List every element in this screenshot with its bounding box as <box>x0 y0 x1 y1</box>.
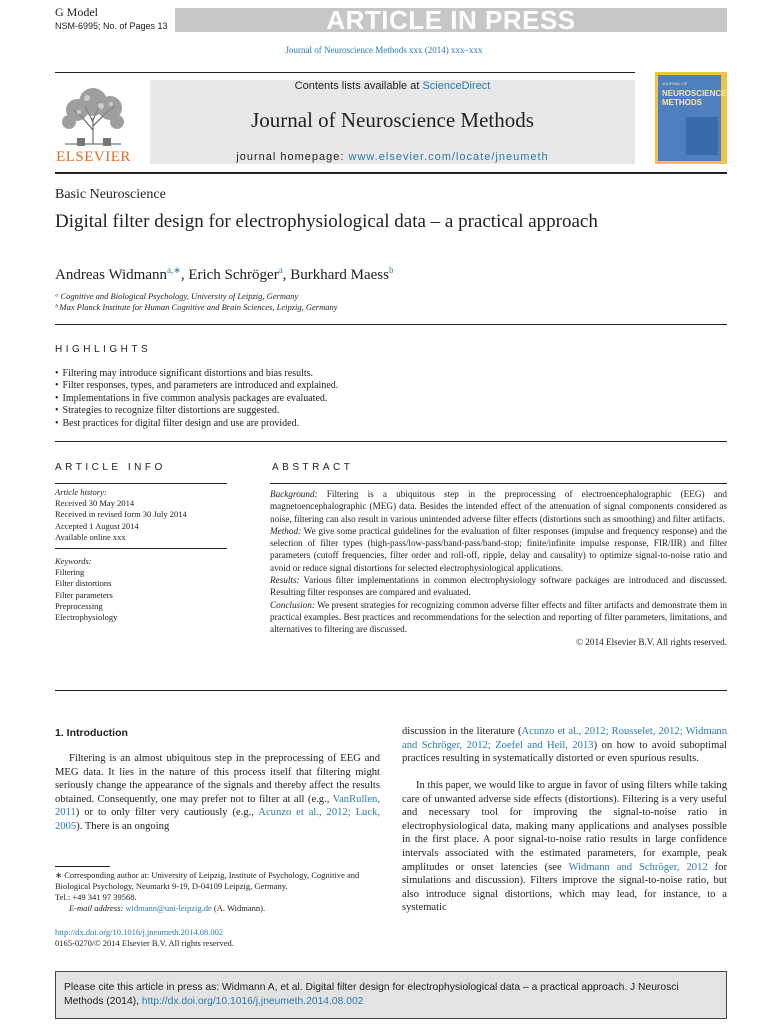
doi-block <box>55 927 234 949</box>
body-text: discussion in the literature ( <box>402 726 522 737</box>
homepage-prefix: journal homepage: <box>236 151 349 163</box>
divider <box>55 324 727 325</box>
abstract-method <box>270 525 727 574</box>
abstract-text: Various filter implementations in common electrophysiology software packages are introduced and discussed. Resulting filter responses are compared and evaluated. <box>270 575 727 598</box>
abstract-background <box>270 488 727 525</box>
keywords-label: Keywords: <box>55 556 92 566</box>
author-name: Burkhard Maess <box>290 267 389 283</box>
cover-title <box>662 89 726 107</box>
author-affiliation-mark[interactable]: a,∗ <box>167 265 181 275</box>
article-in-press-banner <box>175 5 727 35</box>
abstract-body <box>270 488 727 648</box>
abstract-heading: ABSTRACT <box>272 462 354 473</box>
article-info-heading: ARTICLE INFO <box>55 462 166 473</box>
divider <box>55 441 727 442</box>
highlights-heading: HIGHLIGHTS <box>55 344 152 355</box>
body-text: for simulations and discussion). Filters improve the signal-to-noise ratio, but also introduce signal distortions, which may lead, for instance, to a systematic <box>402 861 727 914</box>
divider <box>55 548 227 549</box>
copyright: © 2014 Elsevier B.V. All rights reserved. <box>576 636 727 647</box>
body-text: ). There is an ongoing <box>76 820 170 832</box>
citation-doi-link[interactable]: http://dx.doi.org/10.1016/j.jneumeth.2014.08.002 <box>141 996 364 1007</box>
author-affiliation-mark[interactable]: a <box>278 265 283 275</box>
section-heading: 1. Introduction <box>55 727 128 739</box>
author-affiliation-mark[interactable]: b <box>388 265 394 275</box>
cover-title-line-2: METHODS <box>662 98 702 107</box>
keyword: Filtering <box>55 567 85 578</box>
highlight-item: • Filter responses, types, and parameters are introduced and explained. <box>55 380 727 392</box>
body-text: In this paper, we would like to argue in favor of using filters while taking care of unwanted adverse side effects (distortions). Filtering is a very useful and necessary tool for improving the signal-to-noise ratio in electrophysiological data, making many applications and analyses possible in the first place. A poor signal-to-noise ratio results in large confidence intervals associated with the estimated parameters, for example, peak amplitudes or onset latencies (see <box>402 780 727 873</box>
body-text: ) or to only filter very cautiously (e.g., <box>75 807 259 819</box>
article-history <box>55 487 187 543</box>
abstract-results <box>270 574 727 599</box>
doi-link[interactable]: http://dx.doi.org/10.1016/j.jneumeth.2014.08.002 <box>55 927 224 937</box>
cover-artwork <box>686 117 718 155</box>
divider <box>55 483 227 484</box>
abstract-label: Conclusion: <box>270 599 315 610</box>
email-link[interactable]: widmann@uni-leipzig.de <box>125 903 212 913</box>
divider <box>270 483 727 484</box>
journal-cover <box>655 72 727 164</box>
history-label: Article history: <box>55 487 107 497</box>
abstract-conclusion <box>270 599 727 636</box>
cover-panel <box>658 75 727 161</box>
history-entry: Accepted 1 August 2014 <box>55 520 139 531</box>
publisher-name: ELSEVIER <box>56 149 131 165</box>
keyword: Filter parameters <box>55 589 113 600</box>
homepage-line <box>150 151 635 163</box>
issn-line: 0165-0270/© 2014 Elsevier B.V. All rights reserved. <box>55 938 234 948</box>
highlight-item: • Best practices for digital filter design and use are provided. <box>55 418 727 430</box>
g-model-label: G Model <box>55 5 98 19</box>
section-label: Basic Neuroscience <box>55 187 166 202</box>
author-name: Erich Schröger <box>188 267 279 283</box>
cover-small-text: JOURNAL OF <box>662 81 688 86</box>
citation-box <box>55 971 727 1019</box>
highlight-item: • Strategies to recognize filter distortions are suggested. <box>55 405 727 417</box>
history-entry: Received 30 May 2014 <box>55 498 135 509</box>
author-name: Andreas Widmann <box>55 267 168 283</box>
highlight-item: • Filtering may introduce significant distortions and bias results. <box>55 368 727 380</box>
abstract-text: We give some practical guidelines for the evaluation of filter responses (impulse and frequency response) and the selection of filter types (high-pass/low-pass/band-pass/band-stop; finite/infinite impulse response, FIR/IIR) and filter parameters (cutoff frequencies, filter order and roll-off, ripple, delay and causality) to optimize signal-to-noise ratio and avoid or reduce signal distortions for selected electrophysiological applications. <box>270 525 727 573</box>
sciencedirect-link[interactable]: ScienceDirect <box>422 80 491 92</box>
cover-title-line-1: NEUROSCIENCE <box>662 89 727 98</box>
abstract-label: Method: <box>270 525 302 536</box>
intro-paragraph <box>402 725 727 766</box>
citation-link[interactable]: Acunzo et al., 2012; Luck, 2005 <box>55 807 380 832</box>
history-entry: Available online xxx <box>55 531 126 542</box>
email-suffix: (A. Widmann). <box>211 903 266 913</box>
contents-prefix: Contents lists available at <box>294 80 423 92</box>
footnote <box>55 870 380 914</box>
citation-link[interactable]: Widmann and Schröger, 2012 <box>568 861 708 873</box>
contents-line <box>150 80 635 92</box>
footnote-divider <box>55 866 110 867</box>
journal-header <box>150 80 635 164</box>
citation-body: Please cite this article in press as: Widmann A, et al. Digital filter design for electrophysiological data – a practical approach. J Neurosci Methods (2014), <box>64 982 679 1007</box>
journal-title: Journal of Neuroscience Methods <box>251 108 534 132</box>
citation-text <box>64 981 718 1009</box>
homepage-link[interactable]: www.elsevier.com/locate/jneumeth <box>348 151 549 163</box>
intro-paragraph <box>402 779 727 915</box>
keywords <box>55 556 117 623</box>
body-text: Filtering is an almost ubiquitous step in the preprocessing of EEG and MEG data. It lies in the nature of this process itself that filtering might seriously change the appearance of the signals and thereby affect the results obtained. Consequently, one may prefer not to filter at all (e.g., <box>55 753 380 805</box>
email-line <box>55 903 380 914</box>
email-label: E-mail address: <box>69 903 126 913</box>
article-title: Digital filter design for electrophysiological data – a practical approach <box>55 211 598 232</box>
history-entry: Received in revised form 30 July 2014 <box>55 509 187 520</box>
body-text: ) on how to avoid suboptimal practices resulting in systematically distorted or even spurious results. <box>402 739 727 765</box>
manuscript-id: NSM-6995; No. of Pages 13 <box>55 21 168 31</box>
affiliation: ᵇ Max Planck Institute for Human Cognitive and Brain Sciences, Leipzig, Germany <box>55 302 338 312</box>
abstract-label: Results: <box>270 575 300 586</box>
journal-reference[interactable]: Journal of Neuroscience Methods xxx (2014) xxx–xxx <box>285 45 483 55</box>
keyword: Filter distortions <box>55 578 112 589</box>
citation-link[interactable]: Acunzo et al., 2012; Rousselet, 2012; Widmann and Schröger, 2012; Zoefel and Heil, 2013 <box>402 726 727 751</box>
affiliation: ᵃ Cognitive and Biological Psychology, University of Leipzig, Germany <box>55 291 299 301</box>
divider <box>55 690 727 691</box>
highlight-item: • Implementations in five common analysis packages are evaluated. <box>55 393 727 405</box>
header-divider <box>55 172 727 174</box>
highlights-list <box>55 368 727 430</box>
citation-link[interactable]: VanRullen, 2011 <box>55 793 380 819</box>
banner-text: ARTICLE IN PRESS <box>326 5 576 35</box>
keyword: Electrophysiology <box>55 612 118 623</box>
divider <box>55 72 635 73</box>
telephone: Tel.: +49 341 97 39568. <box>55 892 137 902</box>
intro-paragraph <box>55 752 380 834</box>
abstract-text: We present strategies for recognizing common adverse filter effects and filter artifacts and demonstrate them in practical examples. Best practices and recommendations for the selection and reporting of filter parameters, limitations, and alternatives to filtering are discussed. <box>270 599 727 635</box>
abstract-text: Filtering is a ubiquitous step in the preprocessing of electroencephalographic (EEG) and magnetoencephalographic (MEG) data. Besides the intended effect of the attenuation of signal components considered as noise, filtering can also result in various unintended adverse filter effects (distortions such as smoothing) and filter artifacts. <box>270 489 727 524</box>
corresponding-author: ∗ Corresponding author at: University of Leipzig, Institute of Psychology, Cognitive and Biological Psychology, Neumarkt 9-19, D-04109 Leipzig, Germany. <box>55 870 360 891</box>
keyword: Preprocessing <box>55 600 103 611</box>
abstract-label: Background: <box>270 489 318 499</box>
author-list: Andreas Widmann$^{a,∗}$, Erich Schröger$^a$, Burkhard Maess$^b$ <box>55 265 394 283</box>
